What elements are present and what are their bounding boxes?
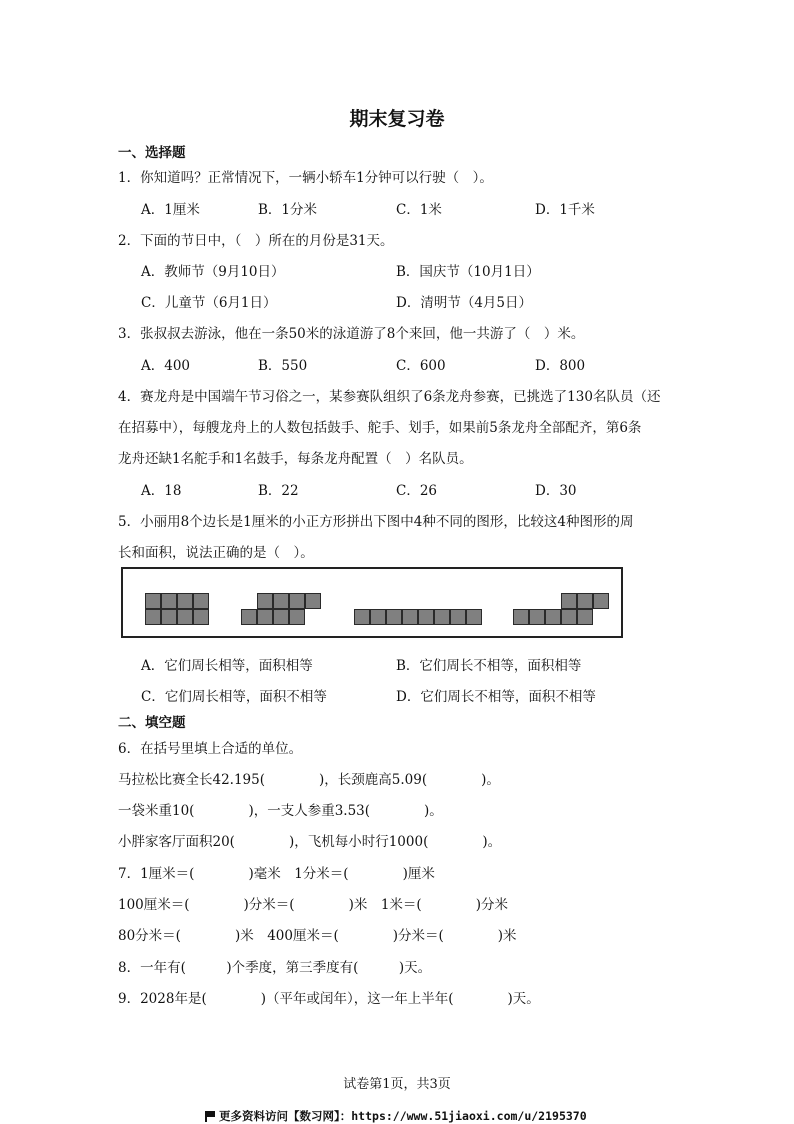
square-shapes-figure	[121, 567, 623, 638]
q4-option-d: D．30	[535, 483, 577, 499]
page-title: 期末复习卷	[349, 108, 445, 130]
unit-square	[177, 593, 193, 609]
unit-square	[434, 609, 450, 625]
q1-option-d: D．1千米	[535, 202, 595, 218]
question-2-stem: 2．下面的节日中，（ ）所在的月份是31天。	[118, 233, 394, 249]
resource-link[interactable]	[205, 1108, 587, 1124]
unit-square	[145, 593, 161, 609]
question-8: 8．一年有( )个季度，第三季度有( )天。	[118, 960, 432, 976]
q2-option-b: B．国庆节（10月1日）	[396, 264, 540, 280]
question-7-line-3: 80分米＝( )米 400厘米＝( )分米＝( )米	[118, 928, 517, 944]
section-fill-heading: 二、填空题	[118, 715, 186, 731]
q3-option-c: C．600	[396, 358, 446, 374]
q5-option-a: A．它们周长相等，面积相等	[141, 658, 313, 674]
unit-square	[593, 593, 609, 609]
unit-square	[513, 609, 529, 625]
q2-option-a: A．教师节（9月10日）	[141, 264, 285, 280]
unit-square	[418, 609, 434, 625]
unit-square	[354, 609, 370, 625]
question-4-line-2: 在招募中），每艘龙舟上的人数包括鼓手、舵手、划手，如果前5条龙舟全部配齐，第6条	[118, 420, 642, 436]
q3-option-d: D．800	[535, 358, 586, 374]
unit-square	[257, 609, 273, 625]
q4-option-b: B．22	[258, 483, 299, 499]
unit-square	[257, 593, 273, 609]
unit-square	[466, 609, 482, 625]
question-9: 9．2028年是( )（平年或闰年），这一年上半年( )天。	[118, 991, 540, 1007]
unit-square	[193, 593, 209, 609]
question-1-stem: 1．你知道吗？正常情况下，一辆小轿车1分钟可以行驶（ ）。	[118, 170, 493, 186]
question-7-line-2: 100厘米＝( )分米＝( )米 1米＝( )分米	[118, 897, 508, 913]
question-6-line-3: 小胖家客厅面积20( )，飞机每小时行1000( )。	[118, 834, 502, 850]
unit-square	[193, 609, 209, 625]
question-4-line-1: 4．赛龙舟是中国端午节习俗之一，某参赛队组织了6条龙舟参赛，已挑选了130名队员（还	[118, 389, 661, 405]
q1-option-a: A．1厘米	[141, 202, 200, 218]
q4-option-a: A．18	[141, 483, 182, 499]
resource-link-text: 更多资料访问【数习网】：https://www.51jiaoxi.com/u/2195370	[219, 1109, 587, 1123]
unit-square	[305, 593, 321, 609]
unit-square	[545, 609, 561, 625]
unit-square	[289, 593, 305, 609]
unit-square	[289, 609, 305, 625]
q2-option-d: D．清明节（4月5日）	[396, 295, 533, 311]
unit-square	[561, 593, 577, 609]
q5-option-c: C．它们周长相等，面积不相等	[141, 689, 327, 705]
question-3-stem: 3．张叔叔去游泳，他在一条50米的泳道游了8个来回，他一共游了（ ）米。	[118, 326, 585, 342]
question-6-line-1: 马拉松比赛全长42.195( )，长颈鹿高5.09( )。	[118, 772, 500, 788]
unit-square	[561, 609, 577, 625]
q4-option-c: C．26	[396, 483, 438, 499]
unit-square	[161, 609, 177, 625]
unit-square	[370, 609, 386, 625]
q3-option-a: A．400	[141, 358, 191, 374]
unit-square	[161, 593, 177, 609]
question-5-line-2: 长和面积，说法正确的是（ ）。	[118, 545, 314, 561]
q5-option-b: B．它们周长不相等，面积相等	[396, 658, 582, 674]
unit-square	[577, 609, 593, 625]
unit-square	[273, 593, 289, 609]
q1-option-c: C．1米	[396, 202, 442, 218]
question-6-stem: 6．在括号里填上合适的单位。	[118, 741, 303, 757]
unit-square	[177, 609, 193, 625]
unit-square	[241, 609, 257, 625]
unit-square	[386, 609, 402, 625]
question-6-line-2: 一袋米重10( )，一支人参重3.53( )。	[118, 803, 443, 819]
q5-option-d: D．它们周长不相等，面积不相等	[396, 689, 596, 705]
unit-square	[577, 593, 593, 609]
unit-square	[529, 609, 545, 625]
flag-icon	[205, 1111, 215, 1121]
q3-option-b: B．550	[258, 358, 308, 374]
question-5-line-1: 5．小丽用8个边长是1厘米的小正方形拼出下图中4种不同的图形，比较这4种图形的周	[118, 514, 634, 530]
q2-option-c: C．儿童节（6月1日）	[141, 295, 277, 311]
unit-square	[145, 609, 161, 625]
unit-square	[450, 609, 466, 625]
page-footer: 试卷第1页，共3页	[343, 1077, 451, 1092]
q1-option-b: B．1分米	[258, 202, 318, 218]
unit-square	[402, 609, 418, 625]
question-7-line-1: 7．1厘米＝( )毫米 1分米＝( )厘米	[118, 866, 435, 882]
section-choice-heading: 一、选择题	[118, 145, 186, 161]
unit-square	[273, 609, 289, 625]
question-4-line-3: 龙舟还缺1名舵手和1名鼓手，每条龙舟配置（ ）名队员。	[118, 451, 473, 467]
